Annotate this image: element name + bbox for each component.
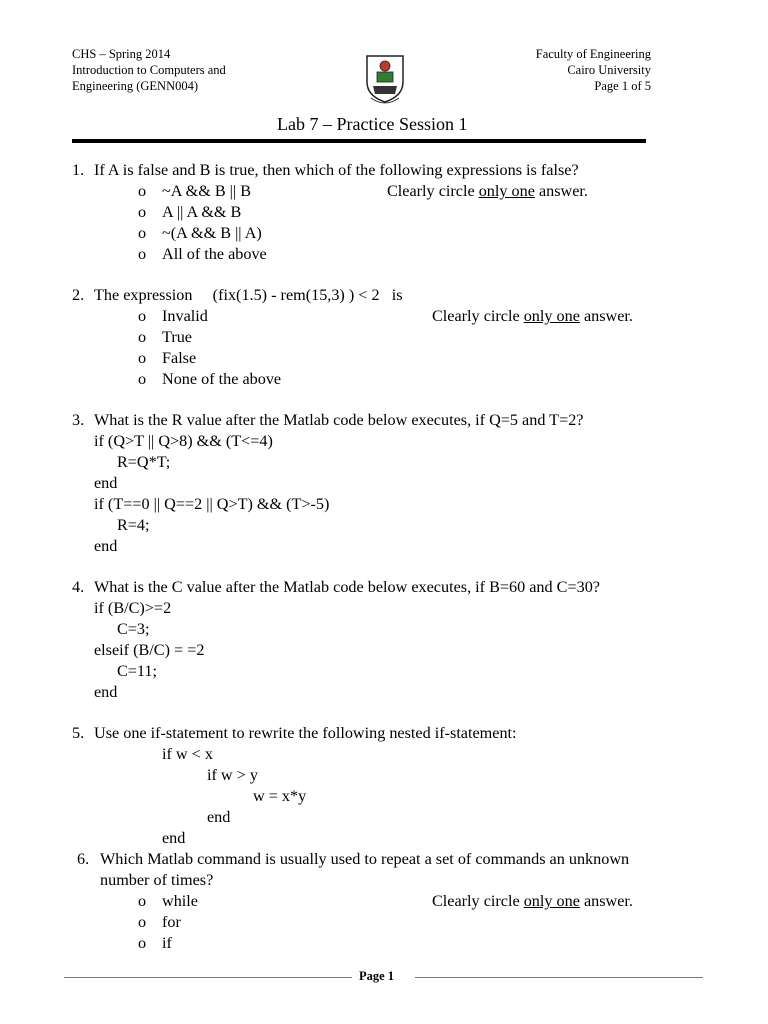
q1-bullet: o — [138, 203, 147, 221]
q4-text: What is the C value after the Matlab code below executes, if B=60 and C=30? — [94, 578, 600, 596]
q2-bullet: o — [138, 349, 147, 367]
footer-page-number: Page 1 — [359, 969, 395, 983]
q4-number: 4. — [72, 578, 85, 596]
university-name: Cairo University — [567, 63, 651, 77]
q5-code-line: end — [207, 808, 231, 826]
q6-bullet: o — [138, 913, 147, 931]
header-left — [72, 46, 226, 94]
q6-option-c: if — [162, 934, 172, 952]
q6-text-line2: number of times? — [100, 871, 214, 889]
q5-number: 5. — [72, 724, 85, 742]
q1-number: 1. — [72, 161, 85, 179]
course-name-line1: Introduction to Computers and — [72, 63, 226, 77]
title-divider — [72, 139, 646, 143]
q1-bullet: o — [138, 182, 147, 200]
q1-option-c: ~(A && B || A) — [162, 224, 262, 242]
q6-option-b: for — [162, 913, 181, 931]
q3-code-line: end — [94, 537, 118, 555]
q1-option-d: All of the above — [162, 245, 267, 263]
q4-code-line: C=3; — [117, 620, 150, 638]
q5-code-line: if w < x — [162, 745, 213, 763]
q1-bullet: o — [138, 224, 147, 242]
q5-code-line: if w > y — [207, 766, 258, 784]
q2-option-c: False — [162, 349, 197, 367]
q1-option-a: ~A && B || B — [162, 182, 251, 200]
q3-text: What is the R value after the Matlab code below executes, if Q=5 and T=2? — [94, 411, 584, 429]
q6-bullet: o — [138, 934, 147, 952]
q5-text: Use one if-statement to rewrite the following nested if-statement: — [94, 724, 517, 742]
page-count: Page 1 of 5 — [594, 79, 651, 93]
course-term: CHS – Spring 2014 — [72, 47, 171, 61]
q2-number: 2. — [72, 286, 85, 304]
q4-code-line: if (B/C)>=2 — [94, 599, 172, 617]
footer-rule-left — [64, 977, 352, 978]
q3-code-line: R=4; — [117, 516, 150, 534]
q3-code-line: end — [94, 474, 118, 492]
course-name-line2: Engineering (GENN004) — [72, 79, 199, 93]
q2-bullet: o — [138, 307, 147, 325]
q5-code-line: w = x*y — [253, 787, 307, 805]
q1-instruction: Clearly circle only one answer. — [387, 182, 588, 200]
q2-option-d: None of the above — [162, 370, 282, 388]
q3-code-line: if (T==0 || Q==2 || Q>T) && (T>-5) — [94, 495, 330, 513]
page-title: Lab 7 – Practice Session 1 — [277, 114, 468, 134]
q6-bullet: o — [138, 892, 147, 910]
q3-code-line: if (Q>T || Q>8) && (T<=4) — [94, 432, 273, 450]
header-right — [470, 46, 651, 94]
q2-option-b: True — [162, 328, 192, 346]
q2-bullet: o — [138, 370, 147, 388]
q6-text-line1: Which Matlab command is usually used to repeat a set of commands an unknown — [100, 850, 630, 868]
q1-bullet: o — [138, 245, 147, 263]
q4-code-line: C=11; — [117, 662, 158, 680]
q1-option-b: A || A && B — [162, 203, 242, 221]
q6-number: 6. — [77, 850, 90, 868]
q1-text: If A is false and B is true, then which of the following expressions is false? — [94, 161, 579, 179]
q6-instruction: Clearly circle only one answer. — [432, 892, 633, 910]
faculty-name: Faculty of Engineering — [535, 47, 651, 61]
q5-code-line: end — [162, 829, 186, 847]
q4-code-line: end — [94, 683, 118, 701]
q2-option-a: Invalid — [162, 307, 208, 325]
q3-number: 3. — [72, 411, 85, 429]
q2-instruction: Clearly circle only one answer. — [432, 307, 633, 325]
cairo-university-logo — [363, 52, 407, 110]
footer-rule-right — [415, 977, 703, 978]
q3-code-line: R=Q*T; — [117, 453, 171, 471]
q2-bullet: o — [138, 328, 147, 346]
q2-text: The expression (fix(1.5) - rem(15,3) ) < 2 is — [94, 286, 403, 304]
q6-option-a: while — [162, 892, 198, 910]
q4-code-line: elseif (B/C) = =2 — [94, 641, 205, 659]
